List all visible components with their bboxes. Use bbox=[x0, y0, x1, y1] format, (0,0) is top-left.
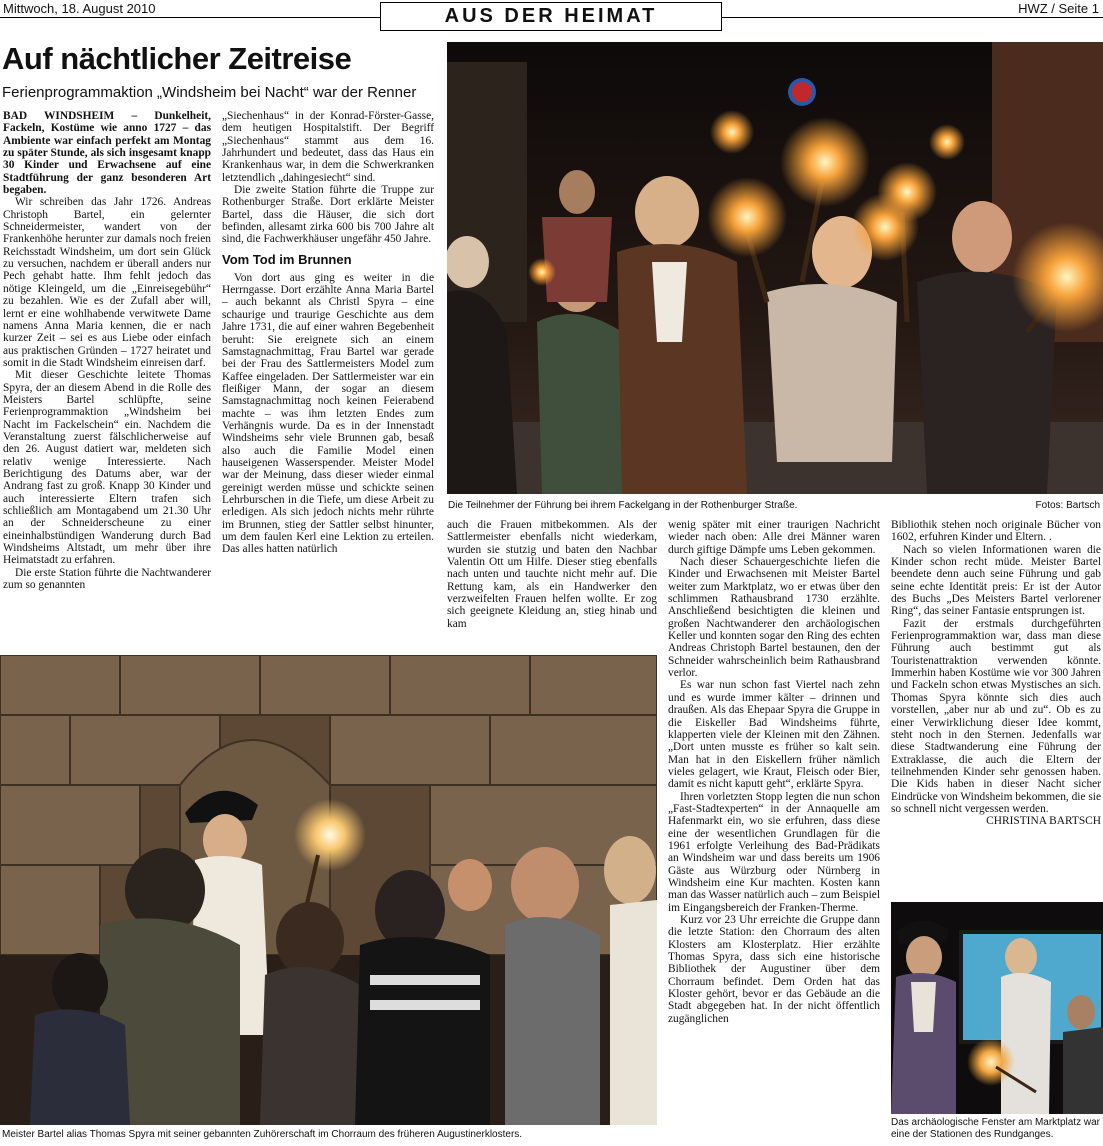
column-5 bbox=[891, 519, 1101, 828]
subheading: Vom Tod im Brunnen bbox=[222, 251, 352, 267]
column-1 bbox=[3, 110, 211, 591]
article-title: Auf nächtlicher Zeitreise bbox=[2, 41, 352, 76]
paragraph: Nach so vielen Informationen waren die Kinder schon recht müde. Meister Bartel beendete denn auch seine Führung und gab seine echte Identität preis: Er ist der Autor des Buchs „Des Meisters Bartel verlorener Ring“, das seiner Fantasie entsprungen ist. bbox=[891, 543, 1101, 618]
photo-credit: Fotos: Bartsch bbox=[1035, 500, 1100, 511]
paragraph: Die zweite Station führte die Truppe zur Rothenburger Straße. Dort erklärte Meister Bartel, dass die Häuser, die sich dort befinden, allesamt zirka 600 bis 700 Jahre alt sind, die Fachwerkhäuser ungefähr 450 Jahre. bbox=[222, 184, 434, 246]
section-title: AUS DER HEIMAT bbox=[380, 2, 722, 31]
photo-torch-procession bbox=[447, 42, 1103, 494]
paragraph: Fazit der erstmals durchgeführten Ferienprogrammaktion war, dass man diese Führung auch bestimmt gut als Touristenattraktion verwenden könnte. Immerhin haben Kostüme wie vor 300 Jahren und Fackeln schon etwas Mystisches an sich. Thomas Spyra könnte sich dies auch vorstellen, „aber nur ab und zu“. Ob es zu einer Verwirklichung dieser Idee kommt, steht noch in den Sternen. Jedenfalls war diese Stadtwanderung eine Führung der Extraklasse, die auch die Eltern der teilnehmenden Kinder sehr genossen haben. Die Kids haben in dieser Nacht sicher Eindrücke von Windsheim bekommen, die sie so schnell nicht vergessen werden. bbox=[891, 617, 1102, 815]
paragraph: Es war nun schon fast Viertel nach zehn und es wurde immer kälter – drinnen und draußen. Als das Ehepaar Spyra die Gruppe in die Eiskeller Bad Windsheims führte, klapperten viele der Kleinen mit den Zähnen. „Dort unten musste es früher so kalt sein. Man hat in den Eiskellern früher nämlich vieles gelagert, wie Kraut, Fleisch oder Bier, damit es nicht kaputt geht“, erklärte Spyra. bbox=[668, 679, 880, 791]
paragraph: Mit dieser Geschichte leitete Thomas Spyra, der an diesem Abend in die Rolle des Meisters Bartel schlüpfte, seine Ferienprogrammaktion „Windsheim bei Nacht im Fackelschein“ ein. Nachdem die Veranstaltung zuerst fälschlicherweise auf den 26. August datiert war, meldeten sich relativ wenige Interessierte. Nach Berichtigung des Datums aber, war der Andrang fast zu groß. Knapp 30 Kinder und auch interessierte Eltern trafen sich schließlich am Montagabend um 21.30 Uhr an der Schneiderscheune zu einer eineinhalbstündigen Wanderung durch Bad Windsheims Altstadt, um mehr über ihre Heimatstadt zu erfahren. bbox=[3, 369, 211, 567]
paragraph: Die erste Station führte die Nachtwanderer zum so genannten bbox=[3, 566, 211, 592]
paragraph: Ihren vorletzten Stopp legten die nun schon „Fast-Stadtexperten“ in der Annaquelle am Hafenmarkt ein, wo sie erfuhren, dass diese eine der wesentlichen Grundlagen für die 1961 erfolgte Verleihung des Bad-Prädikats an Windsheim war und dass bereits um 1906 Gäste aus Würzburg oder Nürnberg in Windsheim eine Kur machten. Kosten kann man das Wasser natürlich auch – zum Beispiel im Eingangsbereich der Franken-Therme. bbox=[668, 790, 880, 914]
column-3 bbox=[447, 519, 657, 630]
paragraph: Wir schreiben das Jahr 1726. Andreas Christoph Bartel, ein gelernter Schneidermeister, wandert von der Frankenhöhe herunter zur damals noch freien Reichsstadt Windsheim, um dort sein Glück zu versuchen, nachdem er überall anders nur Pech gehabt hatte. Ihm fehlt jedoch das nötige Kleingeld, um die „Einreisegebühr“ zu bezahlen. Wie es der Zufall aber will, lernt er eine wohlhabende verwitwete Dame namens Anna Maria kennen, die er nach kurzer Zeit – sei es aus Liebe oder einfach aus praktischen Gründen – 1727 heiratet und somit in die Stadt Windsheim einreisen darf. bbox=[3, 196, 211, 369]
issue-date: Mittwoch, 18. August 2010 bbox=[3, 1, 156, 16]
page-number: HWZ / Seite 1 bbox=[1018, 1, 1099, 16]
paragraph: „Siechenhaus“ in der Konrad-Förster-Gasse, dem heutigen Hospitalstift. Der Begriff „Siechenhaus“ stammt aus dem 16. Jahrhundert und bedeutet, dass das Haus ein Krankenhaus war, in dem die Schwerkranken letztendlich „dahingesiecht“ sind. bbox=[222, 110, 434, 184]
torch-procession-image bbox=[447, 42, 1103, 494]
article-lead: BAD WINDSHEIM – Dunkelheit, Fackeln, Kostüme wie anno 1727 – das Ambiente war einfach perfekt am Montag zu später Stunde, als sich insgesamt knapp 30 Kinder und Erwachsene auf eine Stadtführung der ganz besonderen Art begaben. bbox=[3, 110, 211, 197]
paragraph: auch die Frauen mitbekommen. Als der Sattlermeister ebenfalls nicht wiederkam, wurden sie stutzig und baten den Nachbar Valentin Ott um Hilfe. Dieser stieg ebenfalls nach unten und tauchte nicht mehr auf. Die Rettung kam, als ein Handwerker den verzweifelten Frauen helfen wollte. Er zog sich geeignete Kleidung an, stieg hinab und kam bbox=[447, 519, 657, 630]
paragraph: Nach dieser Schauergeschichte liefen die Kinder und Erwachsenen mit Meister Bartel weiter zum Marktplatz, wo er etwas über den schlimmen Rathausbrand 1730 erzählte. Anschließend besichtigten die kleinen und großen Nachtwanderer den archäologischen Keller und konnten sogar den Ring des echten Andreas Christoph Bartel bestaunen, den der Schneider wahrscheinlich beim Rathausbrand verlor. bbox=[668, 556, 880, 680]
photo-caption-top: Die Teilnehmer der Führung bei ihrem Fackelgang in der Rothenburger Straße. bbox=[448, 500, 798, 511]
photo-caption-bottom: Meister Bartel alias Thomas Spyra mit seiner gebannten Zuhörerschaft im Chorraum des früheren Augustinerklosters. bbox=[2, 1129, 523, 1140]
paragraph: Von dort aus ging es weiter in die Herrngasse. Dort erzählte Anna Maria Bartel – auch bekannt als Christl Spyra – eine schaurige und traurige Geschichte aus dem Jahre 1731, die auf einer wahren Begebenheit beruht: Sie ereignete sich an einem Samstagnachmittag, Frau Bartel war gerade bei der Frau des Sattlermeisters Model zum Kaffee eingeladen. Der Sattlermeister war ein fleißiger Mann, der sogar an diesem Samstagnachmittag noch keinen Feierabend machte – was ihm letzten Endes zum Verhängnis wurde. Da es in der Innenstadt Windsheims sehr viele Brunnen gab, besaß also auch die Familie Model einen hauseigenen Wasserspender. Meister Model war der Meinung, dass dieser wieder einmal gereinigt werden müsse und schickte seinen Lehrburschen in die Tiefe, um diese Arbeit zu erledigen. Als sich jedoch nichts mehr rührte im Brunnen, stieg der Sattler selbst hinunter, um dem faulen Kerl eine Lektion zu erteilen. Das alles hatten natürlich bbox=[222, 271, 434, 556]
paragraph: Bibliothik stehen noch originale Bücher von 1602, erfuhren Kinder und Eltern. . bbox=[891, 519, 1101, 544]
photo-chancel-audience bbox=[0, 655, 657, 1125]
photo-archaeological-window bbox=[891, 902, 1103, 1114]
article-subtitle: Ferienprogrammaktion „Windsheim bei Nacht“ war der Renner bbox=[2, 84, 417, 101]
photo-caption-small: Das archäologische Fenster am Marktplatz war eine der Stationen des Rundganges. bbox=[891, 1117, 1100, 1140]
paragraph: wenig später mit einer traurigen Nachricht wieder nach oben: Alle drei Männer waren durch giftige Dämpfe ums Leben gekommen. bbox=[668, 519, 880, 556]
column-2 bbox=[222, 110, 434, 556]
author-byline: CHRISTINA BARTSCH bbox=[986, 815, 1101, 828]
chancel-audience-image bbox=[0, 655, 657, 1125]
paragraph: Kurz vor 23 Uhr erreichte die Gruppe dann die letzte Station: den Chorraum des alten Klosters am Klosterplatz. Hier erzählte Thomas Spyra, dass sich eine historische Bibliothek der Augustiner über dem Chorraum befindet. Dem Orden hat das Kloster gehört, bevor er das Gebäude an die Stadt abgegeben hat. In der nicht öffentlich zugänglichen bbox=[668, 914, 880, 1025]
archaeological-window-image bbox=[891, 902, 1103, 1114]
column-4 bbox=[668, 519, 880, 1025]
